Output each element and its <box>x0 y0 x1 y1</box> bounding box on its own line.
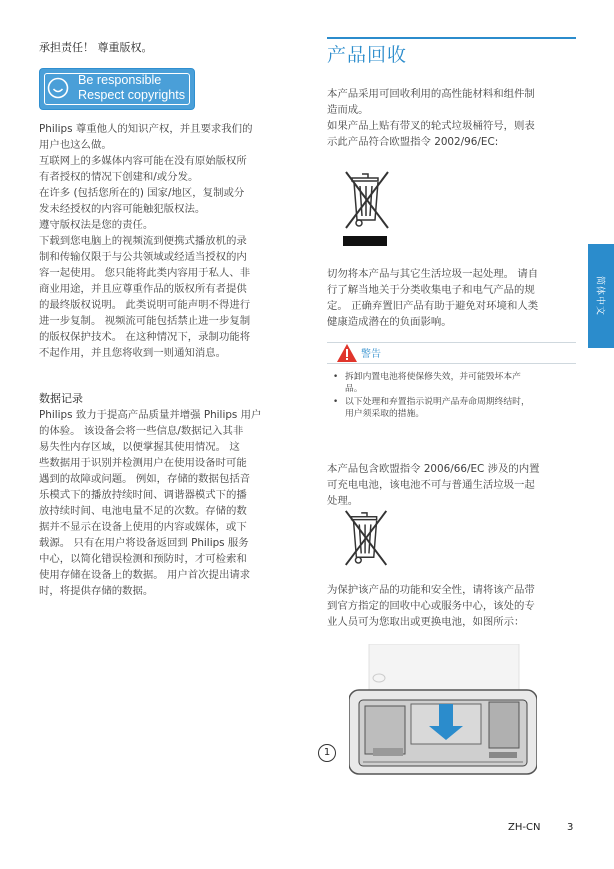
respect-copyrights-badge <box>39 68 195 110</box>
data-logging-paragraph: Philips 致力于提高产品质量并增强 Philips 用户 的体验。 该设备会将一些信息/数据记入其非 易失性内存区域，以便掌握其使用情况。 这 些数据用于识别并检测用户在使用设备时可能 遇到的故障或问题。 例如，存储的数据包括音 乐模式下的播放持续时间、调谐器模式下的播 放持续时间、电池电量不足的次数。存储的数 据并不显示在设备上使用的内容或媒体，或下 载源。 只有在用户将设备返回到 Philips 服务 中心，以简化错误检测和预防时，才可检索和 使用存储在设备上的数据。 用户首次提出请求 时，将提供存储的数据。 <box>39 409 262 597</box>
warning-header <box>327 342 576 364</box>
page-number: 3 <box>567 822 574 833</box>
battery-removal-photo <box>349 644 537 776</box>
language-tab-label: 简体中文 <box>594 275 605 317</box>
page-title: 产品回收 <box>327 44 408 66</box>
service-block <box>327 582 575 630</box>
warning-item: • 以下处理和弃置指示说明产品寿命周期终结时， 用户须采取的措施。 <box>331 396 581 420</box>
right-column <box>327 39 575 150</box>
service-paragraph: 为保护该产品的功能和安全性，请将该产品带 到官方指定的回收中心或服务中心，该处的专 业人员可为您取出或更换电池，如图所示： <box>327 584 535 628</box>
warning-item: • 拆卸内置电池将使保修失效，并可能毁坏本产 品。 <box>331 371 581 395</box>
badge-line-2: Respect copyrights <box>78 88 186 102</box>
badge-text <box>78 73 185 103</box>
smile-icon <box>47 77 69 99</box>
battery-block <box>327 461 575 509</box>
badge-line-1: Be responsible <box>78 73 162 87</box>
crossed-bin-icon <box>340 168 396 250</box>
data-logging-heading: 数据记录 <box>39 392 83 405</box>
recycling-intro: 本产品采用可回收利用的高性能材料和组件制 造而成。 如果产品上贴有带叉的轮式垃圾桶符号，则表 示此产品符合欧盟指令 2002/96/EC: <box>327 88 535 148</box>
callout-number: 1 <box>318 744 336 762</box>
copyright-lead: 承担责任！ 尊重版权。 <box>39 41 153 54</box>
language-tab <box>588 244 614 348</box>
crossed-bin-icon <box>340 507 394 567</box>
warning-list <box>331 371 581 421</box>
battery-paragraph: 本产品包含欧盟指令 2006/66/EC 涉及的内置 可充电电池，该电池不可与普通生活垃圾一起 处理。 <box>327 463 540 507</box>
warning-label: 警告 <box>361 349 381 360</box>
warning-icon <box>336 343 358 363</box>
footer-language: ZH-CN <box>508 822 541 833</box>
copyright-paragraph: Philips 尊重他人的知识产权，并且要求我们的 用户也这么做。 互联网上的多媒体内容可能在没有原始版权所 有者授权的情况下创建和/或分发。 在许多 (包括您所在的) 国家/地区，复制或分 发未经授权的内容可能触犯版权法。 遵守版权法是您的责任。 下载到您电脑上的视频流到便携式播放机的录 制和传输仅限于与公共领域或经适当授权的内 容一起使用。 您只能将此类内容用于私人、非 商业用途，并且应尊重作品的版权所有者提供 的最终版权说明。 此类说明可能声明不得进行 进一步复制。 视频流可能包括禁止进一步复制 的版权保护技术。 在这种情况下，录制功能将 不起作用，并且您将收到一则通知消息。 <box>39 123 253 359</box>
disposal-paragraph: 切勿将本产品与其它生活垃圾一起处理。 请自 行了解当地关于分类收集电子和电气产品的规 定。 正确弃置旧产品有助于避免对环境和人类 健康造成潜在的负面影响。 <box>327 268 539 328</box>
left-column <box>39 40 289 599</box>
disposal-block <box>327 266 575 330</box>
